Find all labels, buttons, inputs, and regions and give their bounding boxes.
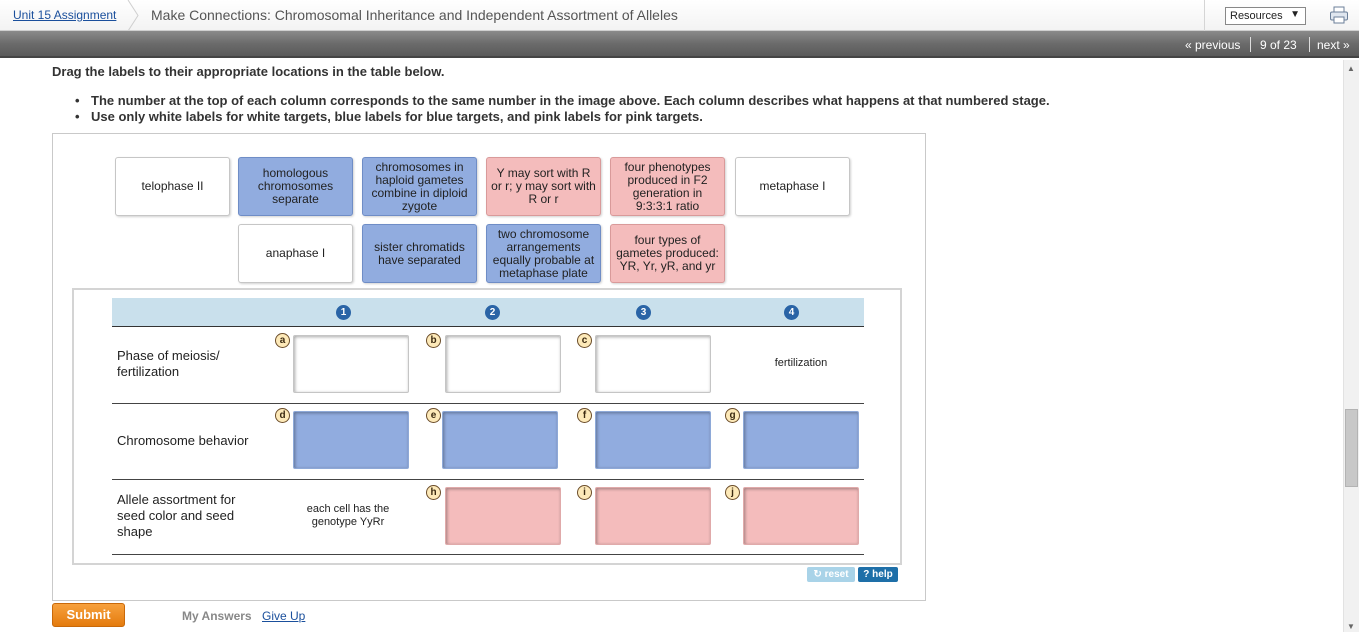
row-divider bbox=[112, 554, 864, 555]
drop-target-g[interactable] bbox=[743, 411, 859, 469]
help-button[interactable]: ? help bbox=[858, 567, 898, 582]
static-fertilization: fertilization bbox=[774, 357, 828, 369]
label-telophase-ii[interactable] bbox=[115, 157, 230, 216]
row-divider bbox=[112, 403, 864, 404]
label-chromosomes-combine-zygote[interactable] bbox=[362, 157, 477, 216]
label-text: homologous chromosomes separate bbox=[257, 166, 334, 206]
submit-button[interactable]: Submit bbox=[52, 603, 125, 627]
target-letter-h: h bbox=[426, 485, 441, 500]
navigation-bar bbox=[0, 31, 1359, 58]
label-text: telophase II bbox=[141, 179, 204, 193]
drop-target-j[interactable] bbox=[743, 487, 859, 545]
previous-link[interactable]: « previous bbox=[1185, 38, 1241, 52]
question-counter: 9 of 23 bbox=[1260, 38, 1297, 52]
label-four-types-gametes[interactable] bbox=[610, 224, 725, 283]
target-letter-e: e bbox=[426, 408, 441, 423]
drop-target-f[interactable] bbox=[595, 411, 711, 469]
column-number-1: 1 bbox=[336, 305, 351, 320]
top-header bbox=[0, 0, 1359, 31]
target-letter-f: f bbox=[577, 408, 592, 423]
label-homologous-chromosomes-separate[interactable] bbox=[238, 157, 353, 216]
scroll-down-arrow-icon[interactable]: ▼ bbox=[1347, 622, 1355, 631]
target-letter-d: d bbox=[275, 408, 290, 423]
reset-icon: ↻ bbox=[813, 569, 822, 580]
drop-target-d[interactable] bbox=[293, 411, 409, 469]
label-anaphase-i[interactable] bbox=[238, 224, 353, 283]
column-number-4: 4 bbox=[784, 305, 799, 320]
drop-target-e[interactable] bbox=[442, 411, 558, 469]
instruction-bullet: • The number at the top of each column corresponds to the same number in the image above. Each column describes what happens at that numbered stage. bbox=[75, 93, 1050, 109]
label-text: four phenotypes produced in F2 generation in 9:3:3:1 ratio bbox=[624, 159, 711, 213]
target-letter-j: j bbox=[725, 485, 740, 500]
resources-dropdown[interactable] bbox=[1225, 7, 1306, 25]
my-answers-label: My Answers bbox=[182, 609, 252, 623]
target-letter-a: a bbox=[275, 333, 290, 348]
label-text: chromosomes in haploid gametes combine in diploid zygote bbox=[371, 159, 468, 213]
drop-target-b[interactable] bbox=[445, 335, 561, 393]
vertical-scrollbar[interactable] bbox=[1343, 60, 1359, 632]
label-text: four types of gametes produced: YR, Yr, yR, and yr bbox=[616, 233, 719, 273]
page-title: Make Connections: Chromosomal Inheritance and Independent Assortment of Alleles bbox=[151, 7, 678, 23]
drop-target-h[interactable] bbox=[445, 487, 561, 545]
breadcrumb-chevron-icon bbox=[126, 0, 140, 31]
reset-button[interactable] bbox=[807, 567, 855, 582]
target-letter-b: b bbox=[426, 333, 441, 348]
label-text: sister chromatids have separated bbox=[374, 239, 465, 267]
label-text: two chromosome arrangements equally probable at metaphase plate bbox=[492, 226, 595, 280]
next-link[interactable]: next » bbox=[1317, 38, 1350, 52]
nav-divider bbox=[1250, 37, 1251, 52]
label-text: Y may sort with R or r; y may sort with R or r bbox=[491, 166, 596, 206]
reset-label: reset bbox=[824, 569, 849, 580]
column-number-3: 3 bbox=[636, 305, 651, 320]
label-sister-chromatids-separated[interactable] bbox=[362, 224, 477, 283]
label-y-may-sort[interactable] bbox=[486, 157, 601, 216]
label-metaphase-i[interactable] bbox=[735, 157, 850, 216]
column-number-2: 2 bbox=[485, 305, 500, 320]
row-header-allele-assortment: Allele assortment for seed color and seed shape bbox=[117, 492, 236, 539]
row-header-chromosome-behavior: Chromosome behavior bbox=[117, 433, 249, 448]
row-divider bbox=[112, 479, 864, 480]
breadcrumb-unit-15[interactable]: Unit 15 Assignment bbox=[13, 8, 117, 22]
label-text: anaphase I bbox=[265, 246, 326, 260]
dropdown-arrow-icon: ▼ bbox=[1290, 9, 1300, 20]
scrollbar-thumb[interactable] bbox=[1345, 409, 1358, 487]
nav-divider bbox=[1309, 37, 1310, 52]
target-letter-i: i bbox=[577, 485, 592, 500]
instructions-heading: Drag the labels to their appropriate locations in the table below. bbox=[52, 64, 445, 79]
resources-dropdown-label: Resources bbox=[1230, 10, 1283, 22]
label-two-chromosome-arrangements[interactable] bbox=[486, 224, 601, 283]
print-icon[interactable] bbox=[1329, 6, 1349, 24]
scroll-up-arrow-icon[interactable]: ▲ bbox=[1347, 64, 1355, 73]
give-up-link[interactable]: Give Up bbox=[262, 609, 306, 623]
instruction-bullet: • Use only white labels for white targets, blue labels for blue targets, and pink labels for pink targets. bbox=[75, 109, 1050, 125]
label-four-phenotypes[interactable] bbox=[610, 157, 725, 216]
target-letter-g: g bbox=[725, 408, 740, 423]
target-letter-c: c bbox=[577, 333, 592, 348]
drop-target-i[interactable] bbox=[595, 487, 711, 545]
label-text: metaphase I bbox=[759, 179, 826, 193]
drop-target-a[interactable] bbox=[293, 335, 409, 393]
row-header-phase: Phase of meiosis/ fertilization bbox=[117, 348, 220, 379]
header-divider bbox=[1204, 0, 1205, 31]
static-genotype-text: each cell has the genotype YyRr bbox=[306, 503, 390, 528]
instructions-list bbox=[75, 93, 1050, 125]
drop-target-c[interactable] bbox=[595, 335, 711, 393]
